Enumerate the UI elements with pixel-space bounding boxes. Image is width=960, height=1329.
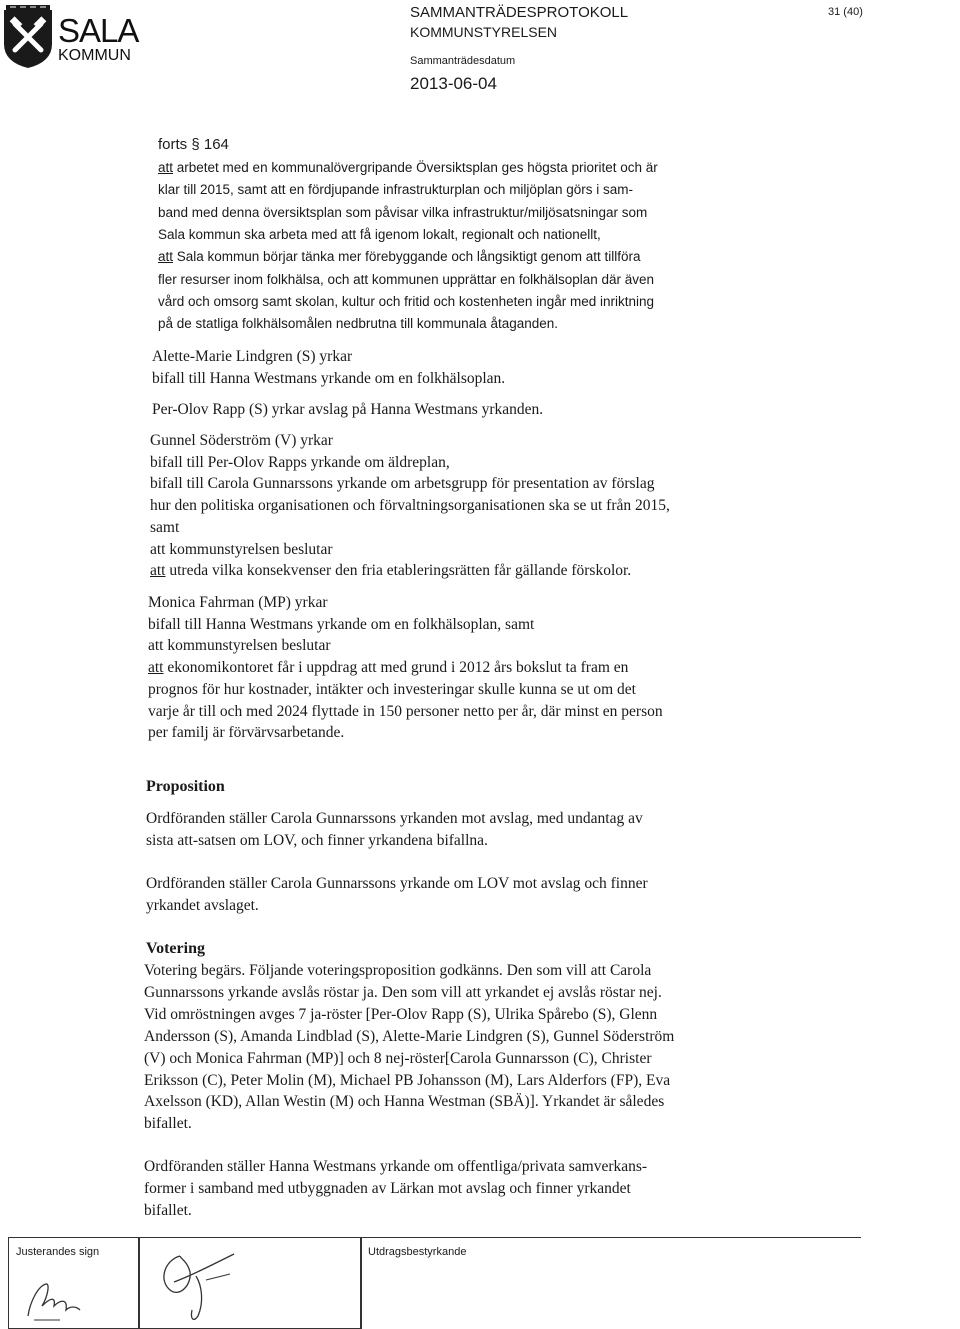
justerandes-sign-label: Justerandes sign [16, 1246, 100, 1258]
line-text: att kommunstyrelsen beslutar [150, 540, 333, 558]
text-line [148, 635, 331, 657]
line-text: bifall till Hanna Westmans yrkande om en folkhälsoplan. [152, 370, 506, 387]
text-line [152, 368, 505, 390]
line-text: Sala kommun börjar tänka mer förebyggande och långsiktigt genom att tillföra [173, 249, 641, 265]
line-text: band med denna översiktsplan som påvisar vilka infrastruktur/miljösatsningar som [158, 204, 648, 220]
text-line: Ordföranden ställer Carola Gunnarssons yrkanden mot avslag, med undantag av [146, 810, 643, 827]
line-text: Monica Fahrman (MP) yrkar [148, 594, 328, 611]
section-continuation: forts § 164 [158, 136, 229, 153]
utdragsbestyrkande-label: Utdragsbestyrkande [368, 1246, 467, 1258]
line-text: samt [150, 518, 180, 536]
text-line [150, 517, 179, 539]
line-text: varje år till och med 2024 flyttade in 150 personer netto per år, där minst en person [148, 702, 663, 720]
text-line [150, 452, 450, 474]
text-line [158, 179, 633, 201]
att-keyword: att [150, 562, 166, 580]
text-line [150, 560, 631, 582]
text-line: Eriksson (C), Peter Molin (M), Michael PB Johansson (M), Lars Alderfors (FP), Eva [144, 1071, 671, 1089]
meeting-date-label: Sammanträdesdatum [410, 55, 516, 67]
text-line: yrkandet avslaget. [146, 897, 259, 914]
text-line [148, 592, 328, 614]
line-text: vård och omsorg samt skolan, kultur och fritid och kostenheten ingår med inriktning [158, 293, 654, 309]
text-line [158, 202, 647, 224]
text-line: Axelsson (KD), Allan Westin (M) och Hanna Westman (SBÄ)]. Yrkandet är således [144, 1093, 665, 1111]
signature-2-icon [150, 1246, 250, 1324]
signature-1-icon [20, 1276, 90, 1324]
att-keyword: att [148, 659, 164, 677]
organization-name: KOMMUNSTYRELSEN [410, 24, 558, 40]
proposition-heading: Proposition [146, 778, 225, 795]
line-text: arbetet med en kommunalövergripande Översiktsplan ges högsta prioritet och är [173, 160, 658, 175]
line-text: Per-Olov Rapp (S) yrkar avslag på Hanna Westmans yrkanden. [152, 401, 544, 418]
line-text: ekonomikontoret får i uppdrag att med grund i 2012 års bokslut ta fram en [163, 659, 629, 677]
text-line: Andersson (S), Amanda Lindblad (S), Alette-Marie Lindgren (S), Gunnel Söderström [144, 1027, 675, 1045]
text-line [148, 679, 636, 701]
text-line: bifallet. [144, 1202, 192, 1219]
text-line [158, 269, 654, 291]
text-line [158, 224, 601, 246]
text-line [152, 399, 543, 421]
text-line [150, 495, 670, 517]
text-line [158, 291, 654, 313]
sala-kommun-logo [0, 0, 150, 80]
text-line: former i samband med utbyggnaden av Lärkan mot avslag och finner yrkandet [144, 1180, 631, 1197]
line-text: bifall till Hanna Westmans yrkande om en folkhälsoplan, samt [148, 615, 535, 633]
page-number: 31 (40) [828, 6, 863, 18]
text-line: Votering begärs. Följande voteringsproposition godkänns. Den som vill att Carola [144, 962, 652, 979]
text-line [148, 657, 628, 679]
text-line [148, 701, 663, 723]
line-text: utreda vilka konsekvenser den fria etableringsrätten får gällande förskolor. [165, 562, 632, 580]
line-text: Sala kommun ska arbeta med att få igenom lokalt, regionalt och nationellt, [158, 226, 601, 242]
logo-text-sala: SALA [58, 12, 139, 49]
att-keyword: att [158, 249, 174, 265]
text-line [158, 313, 558, 335]
municipal-crest-icon [2, 4, 54, 70]
line-text: prognos för hur kostnader, intäkter och investeringar skulle kunna se ut om det [148, 680, 636, 698]
line-text: klar till 2015, samt att en fördjupande infrastrukturplan och miljöplan görs i sam- [158, 182, 633, 198]
text-line [158, 246, 641, 268]
text-line: (V) och Monica Fahrman (MP)] och 8 nej-röster[Carola Gunnarsson (C), Christer [144, 1049, 652, 1067]
line-text: bifall till Carola Gunnarssons yrkande om arbetsgrupp för presentation av förslag [150, 475, 655, 493]
line-text: Alette-Marie Lindgren (S) yrkar [152, 348, 353, 365]
text-line [150, 430, 333, 452]
text-line: Gunnarssons yrkande avslås röstar ja. Den som vill att yrkandet ej avslås röstar nej. [144, 983, 662, 1001]
text-line: Vid omröstningen avges 7 ja-röster [Per-Olov Rapp (S), Ulrika Spårebo (S), Glenn [144, 1005, 658, 1023]
text-line: Ordföranden ställer Hanna Westmans yrkande om offentliga/privata samverkans- [144, 1158, 648, 1175]
line-text: Gunnel Söderström (V) yrkar [150, 432, 333, 449]
text-line [148, 614, 534, 636]
text-line [150, 473, 654, 495]
text-line [158, 157, 658, 179]
votering-heading: Votering [146, 940, 205, 957]
att-keyword: att [158, 160, 174, 175]
text-line [152, 346, 352, 368]
text-line [148, 722, 344, 744]
text-line: bifallet. [144, 1115, 192, 1133]
document-title: SAMMANTRÄDESPROTOKOLL [410, 4, 629, 21]
line-text: bifall till Per-Olov Rapps yrkande om äldreplan, [150, 453, 450, 471]
text-line: Ordföranden ställer Carola Gunnarssons yrkande om LOV mot avslag och finner [146, 875, 648, 892]
text-line: sista att-satsen om LOV, och finner yrkandena bifallna. [146, 832, 488, 849]
line-text: att kommunstyrelsen beslutar [148, 637, 331, 655]
text-line [150, 539, 333, 561]
line-text: hur den politiska organisationen och förvaltningsorganisationen ska se ut från 2015, [150, 497, 670, 515]
line-text: på de statliga folkhälsomålen nedbrutna till kommunala åtaganden. [158, 316, 559, 332]
line-text: per familj är förvärvsarbetande. [148, 724, 345, 742]
meeting-date: 2013-06-04 [410, 74, 497, 93]
line-text: fler resurser inom folkhälsa, och att kommunen upprättar en folkhälsoplan där även [158, 271, 655, 287]
logo-text-kommun: KOMMUN [58, 47, 131, 64]
